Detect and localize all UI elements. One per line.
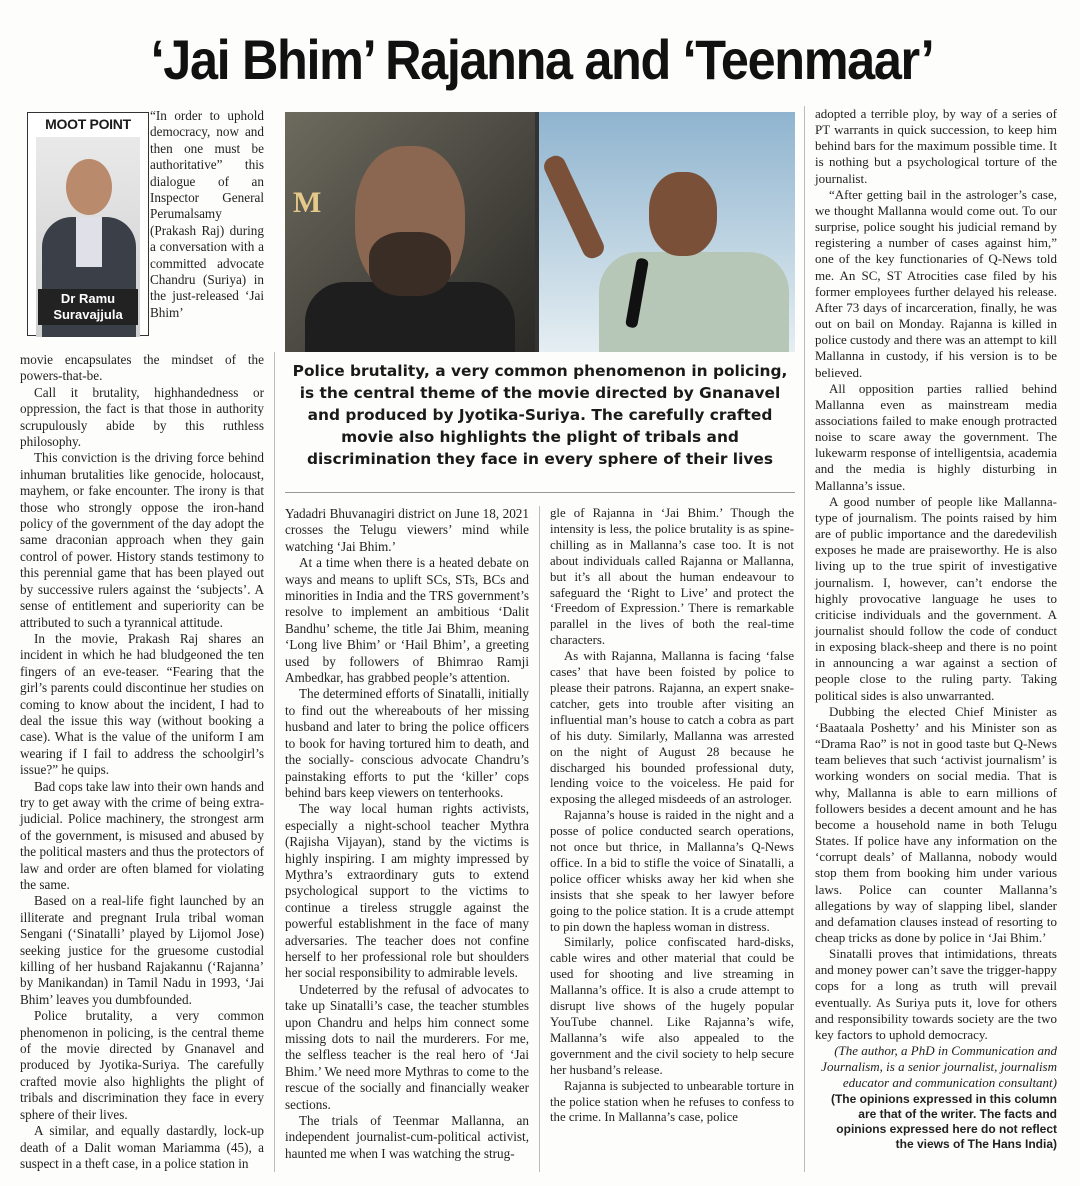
article-paragraph: Undeterred by the refusal of advocates to take up Sinatalli’s case, the teacher stumbles upon Chandru and helps him connect some missing dots to nail the murderers. For me, the selfless teacher is the real hero of ‘Jai Bhim.’ We need more Mythras to come to the rescue of the socially and financially weaker sections.: [285, 981, 529, 1112]
article-paragraph: “After getting bail in the astrologer’s case, we thought Mallanna would come out. To our surprise, police sought his judicial remand by registering a number of cases against him,” one of the key functionaries of Q-News told me. An SC, ST Atrocities case filed by his former employees further delayed his release. After 73 days of incarceration, finally, he was out on bail on Monday. Rajanna is killed in police custody and there was an attempt to kill Mallanna in custody, if his version is to be believed.: [815, 186, 1057, 380]
column-divider: [539, 506, 540, 1172]
article-paragraph: Rajanna’s house is raided in the night and a posse of police conducted search operations, not once but thrice, in Mallanna’s Q-News office. In a bid to stifle the voice of Sinatalli, a police officer whisks away her kid when she insists that she speak to her lawyer before going to the police station. It is a crude attempt to pin down the hapless woman in distress.: [550, 808, 794, 934]
article-paragraph: Rajanna is subjected to unbearable torture in the police station when he refuses to confess to the crime. In Mallanna’s case, police: [550, 1078, 794, 1125]
article-paragraph: As with Rajanna, Mallanna is facing ‘false cases’ that have been foisted by police to please their patrons. Rajanna, an expert snake-catcher, gets into trouble after visiting an influential man’s house to catch a cobra as part of his duty. Similarly, Mallanna was arrested on the night of August 28 because he discharged his bounded professional duty, lending voice to the voiceless. He paid for exposing the alleged misdeeds of an astrologer.: [550, 649, 794, 807]
article-paragraph: This conviction is the driving force behind inhuman brutalities like genocide, holocaust, mayhem, or fake encounter. The irony is that those who strongly oppose the iron-hand policy of the government of the day adopt the same draconian approach when they gain control of power. History stands testimony to this perennial game that has been played out by successive rulers against the ‘subjects’. A sense of entitlement and superiority can be attributed to such a tyrannical attitude.: [20, 450, 264, 630]
article-paragraph: A similar, and equally dastardly, lock-up death of a Dalit woman Mariamma (45), a suspect in a theft case, in a police station in: [20, 1123, 264, 1171]
intro-paragraph: “In order to uphold democracy, now and then one must be authoritative” this dialogue of an Inspector General Perumalsamy (Prakash Raj) during a conversation with a committed advocate Chandru (Suriya) in the just-released ‘Jai Bhim’: [150, 108, 264, 320]
article-paragraph: Call it brutality, highhandedness or oppression, the fact is that those in authority scrupulously abide by this ruthless philosophy.: [20, 384, 264, 450]
article-paragraph: The trials of Teenmar Mallanna, an independent journalist-cum-political activist, haunted me when I was watching the strug-: [285, 1113, 529, 1161]
disclaimer: (The opinions expressed in this column are that of the writer. The facts and opinions expressed here do not reflect the views of The Hans India): [830, 1091, 1057, 1151]
article-paragraph: Dubbing the elected Chief Minister as ‘Baataala Poshetty’ and his Minister son as “Drama Rao” is not in good taste but Q-News team believes that such ‘activist journalism’ is working wonders on social media. That is why, Mallanna is able to earn millions of followers besides a decent amount and he has become a household name in both Telugu States. If police have any information on the ‘corrupt deals’ of Mallanna, nobody would stop them from booking him under various laws. Police can counter Mallanna’s allegations by way of slapping libel, slander and defamation clauses instead of resorting to cheap tricks as done by police in ‘Jai Bhim.’: [815, 703, 1057, 945]
intro-text: [150, 108, 264, 321]
article-paragraph: Sinatalli proves that intimidations, threats and money power can’t save the trigger-happy cops for a long as truth will prevail eventually. As Suriya puts it, love for others and responsibility towards society are the two key factors to uphold democracy.: [815, 946, 1057, 1042]
article-paragraph: Yadadri Bhuvanagiri district on June 18, 2021 crosses the Telugu viewers’ mind while watching ‘Jai Bhim.’: [285, 506, 529, 554]
author-box: [27, 112, 149, 336]
article-paragraph: In the movie, Prakash Raj shares an incident in which he had bludgeoned the ten fingers of an eve-teaser. “Fearing that the girl’s parents could discontinue her studies on coming to know about the incident, I had to deal the issue this way (without booking a case). What is the value of the uniform I am wearing if I fail to address the schoolgirl’s issue?” he quips.: [20, 630, 264, 778]
article-paragraph: gle of Rajanna in ‘Jai Bhim.’ Though the intensity is less, the police brutality is as spine-chilling as in Mallanna’s case too. It is not about individuals called Rajanna or Mallanna, but it’s all about the human endeavour to safeguard the ‘Right to Live’ and protect the ‘Freedom of Expression.’ There is remarkable parallel in the lives of both the real-time characters.: [550, 506, 794, 648]
movie-photo: [285, 112, 795, 352]
article-paragraph: The determined efforts of Sinatalli, initially to find out the whereabouts of her missing husband and later to bring the police officers to book for having tortured him to death, and the socially- conscious advocate Chandru’s painstaking efforts to put the ‘killer’ cops behind bars keep viewers on tenterhooks.: [285, 686, 529, 800]
portrait-head: [66, 159, 112, 215]
raised-arm: [541, 153, 607, 262]
headline: ‘Jai Bhim’ Rajanna and ‘Teenmaar’: [150, 28, 934, 91]
column-2: [285, 506, 529, 1162]
article-paragraph: A good number of people like Mallanna-type of journalism. The points raised by him are of public importance and the daredevilish exposes he made are praiseworthy. He is also living up to the true spirit of investigative journalism. I, however, can’t endorse the highly provocative language he uses to criticise individuals and the government. A journalist should follow the code of conduct in exposing black-sheep and there is no point in announcing a war against a section of people close to the ruling party. Taking political sides is also unwarranted.: [815, 493, 1057, 703]
photo-caption: Police brutality, a very common phenomenon in policing, is the central theme of the movie directed by Gnanavel and produced by Jyotika-Suriya. The carefully crafted movie also highlights the plight of tribals and discrimination they face in every sphere of their lives: [292, 362, 788, 468]
article-paragraph: The way local human rights activists, especially a night-school teacher Mythra (Rajisha Vijayan), stand by the victims is highly inspiring. I am mighty impressed by Mythra’s extraordinary guts to extend psychological support to the victims to continue a tireless struggle against the powerful establishment in the face of many adversaries. The teacher does not confine herself to her professional role but shoulders her social responsibility to admirable levels.: [285, 801, 529, 981]
column-1: [20, 352, 264, 1172]
article-paragraph: Bad cops take law into their own hands and try to get away with the crime of being extra-judicial. Police machinery, the strongest arm of the government, is misused and abused by the political masters and thus the protectors of law and order are often blamed for violating the same.: [20, 778, 264, 892]
article-paragraph: movie encapsulates the mindset of the powers-that-be.: [20, 352, 264, 384]
article-paragraph: Police brutality, a very common phenomenon in policing, is the central theme of the movie directed by Gnanavel and produced by Jyotika-Suriya. The carefully crafted movie also highlights the plight of tribals and discrimination they face in every sphere of their lives.: [20, 1008, 264, 1122]
column-divider: [274, 352, 275, 1172]
journalist-shirt: [599, 252, 789, 352]
actor-photo: [285, 112, 535, 352]
article-paragraph: adopted a terrible ploy, by way of a series of PT warrants in quick succession, to keep him behind bars for the maximum possible time. It is nothing but a psychological torture of the journalist.: [815, 106, 1057, 186]
column-4: [815, 106, 1057, 1152]
actor-beard: [369, 232, 451, 296]
author-name: Dr Ramu Suravajjula: [38, 289, 138, 325]
article-paragraph: All opposition parties rallied behind Mallanna even as mainstream media associations failed to make enough protracted noise to scare away the government. The lukewarm response of intelligentsia, academia and the media is highly disturbing in Mallanna’s issue.: [815, 380, 1057, 493]
journalist-face: [649, 172, 717, 256]
poster-letters: M: [293, 186, 322, 219]
journalist-photo: [539, 112, 795, 352]
portrait-shirt: [76, 217, 102, 267]
column-divider: [804, 106, 805, 1172]
column-3: [550, 506, 794, 1126]
caption-divider: [285, 492, 795, 493]
article-paragraph: Similarly, police confiscated hard-disks, cable wires and other material that could be used for shooting and live streaming in Mallanna’s office. It is also a crude attempt to disrupt live shows of the hugely popular YouTube channel. Like Rajanna’s wife, Mallanna’s wife also appealed to the government and the civil society to help secure her husband’s release.: [550, 935, 794, 1077]
article-paragraph: Based on a real-life fight launched by an illiterate and pregnant Irula tribal woman Sengani (‘Sinatalli’ played by Lijomol Jose) seeking justice for the gruesome custodial killing of her husband Rajakannu (‘Rajanna’ by Manikandan) in Tamil Nadu in 1993, ‘Jai Bhim’ leaves you dumbfounded.: [20, 893, 264, 1007]
article-paragraph: At a time when there is a heated debate on ways and means to uplift SCs, STs, BCs and minorities in India and the TRS government’s resolve to implement an ambitious ‘Dalit Bandhu’ scheme, the title Jai Bhim, meaning ‘Long live Bhim’ or ‘Hail Bhim’, a greeting used by followers of Bhimrao Ramji Ambedkar, has grabbed people’s attention.: [285, 555, 529, 686]
author-note: (The author, a PhD in Communication and Journalism, is a senior journalist, journalism educator and communication consultant): [821, 1043, 1057, 1091]
column-label: MOOT POINT: [45, 116, 131, 132]
